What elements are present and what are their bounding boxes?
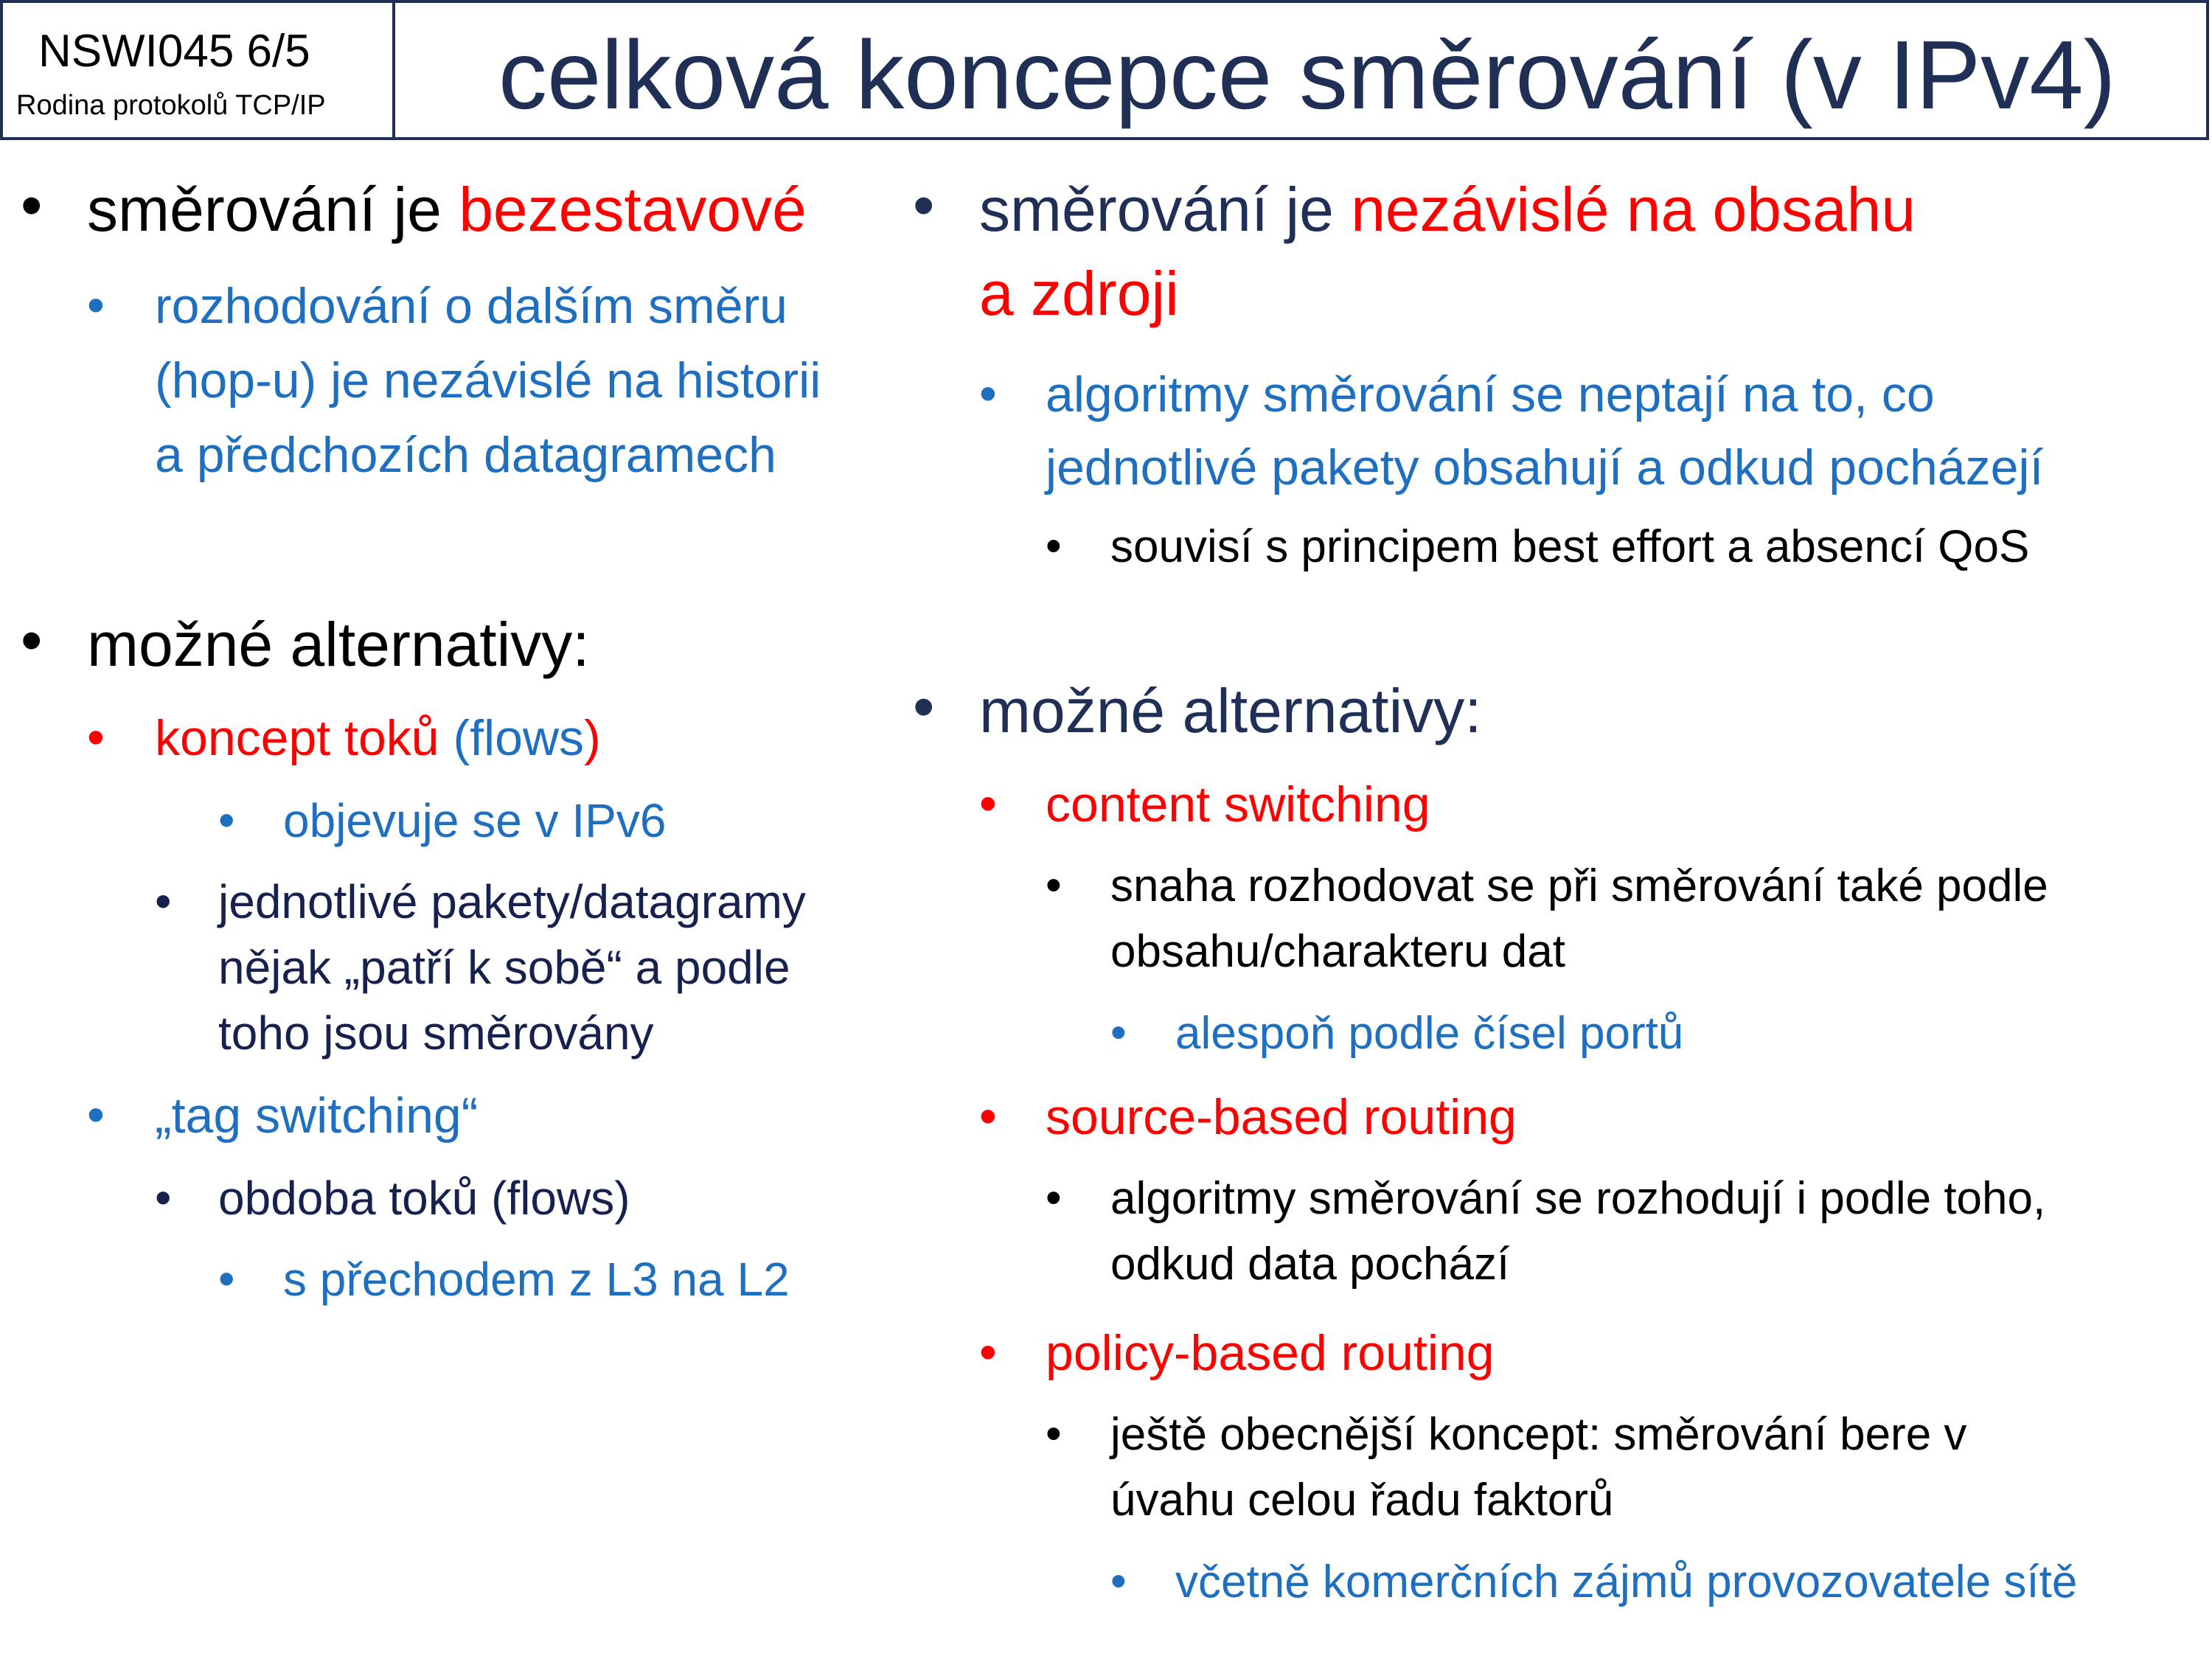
algorithms-line2: jednotlivé pakety obsahují a odkud pocházejí xyxy=(1046,439,2044,495)
bullet-dot: • xyxy=(913,170,935,240)
best-effort-note: souvisí s principem best effort a absencí QoS xyxy=(1110,521,2030,572)
bullet-dot: • xyxy=(979,366,997,422)
stateless-detail-line2: (hop-u) je nezávislé na historii xyxy=(155,352,821,408)
course-code: NSWI045 6/5 xyxy=(38,26,310,77)
text-segment: koncept toků xyxy=(155,710,453,766)
stateless-detail-line1: rozhodování o dalším směru xyxy=(155,278,787,334)
bullet-dot: • xyxy=(913,672,935,741)
tag-switching: „tag switching“ xyxy=(155,1088,479,1144)
pr-desc-line1: ještě obecnější koncept: směrování bere v xyxy=(1110,1409,1967,1460)
text-segment: (flows xyxy=(453,710,585,766)
bullet-dot: • xyxy=(979,776,997,832)
algorithms-line1: algoritmy směrování se neptají na to, co xyxy=(1046,366,1935,422)
content-switching: content switching xyxy=(1046,776,1430,832)
bullet-dot: • xyxy=(87,1087,105,1143)
packets-line2: nějak „patří k sobě“ a podle xyxy=(218,941,790,994)
left-alternatives-heading: možné alternativy: xyxy=(87,610,590,679)
cs-desc-line2: obsahu/charakteru dat xyxy=(1110,926,1565,977)
bullet-dot: • xyxy=(1046,860,1062,911)
stateless-detail-line3: a předchozích datagramech xyxy=(155,427,776,483)
highlight-independent-line2: a zdroji xyxy=(979,259,1179,328)
commercial-interests: včetně komerčních zájmů provozovatele sítě xyxy=(1175,1557,2078,1607)
course-subtitle: Rodina protokolů TCP/IP xyxy=(16,90,326,121)
left-bullet-stateless xyxy=(87,174,807,246)
bullet-dot: • xyxy=(1046,1172,1062,1223)
bullet-dot: • xyxy=(1110,1556,1127,1607)
ipv6-note: objevuje se v IPv6 xyxy=(283,794,667,847)
bullet-dot: • xyxy=(21,170,43,240)
text-segment: ) xyxy=(584,710,601,766)
slide-header xyxy=(0,0,2209,140)
flows-concept xyxy=(155,709,601,767)
bullet-dot: • xyxy=(155,1171,172,1224)
policy-based-routing: policy-based routing xyxy=(1046,1325,1495,1381)
text-segment: směrování je xyxy=(87,175,459,244)
bullet-dot: • xyxy=(87,709,105,765)
flows-analog: obdoba toků (flows) xyxy=(218,1172,630,1225)
sr-desc-line1: algoritmy směrování se rozhodují i podle toho, xyxy=(1110,1173,2046,1224)
course-id-box xyxy=(3,3,395,137)
bullet-dot: • xyxy=(87,277,105,333)
bullet-dot: • xyxy=(979,1324,997,1380)
bullet-dot: • xyxy=(218,793,235,846)
highlight-independent: nezávislé na obsahu xyxy=(1351,175,1916,244)
slide-title: celková koncepce směrování (v IPv4) xyxy=(498,21,2116,129)
right-alternatives-heading: možné alternativy: xyxy=(979,676,1482,745)
bullet-dot: • xyxy=(1046,521,1062,571)
bullet-dot: • xyxy=(155,874,172,928)
highlight-stateless: bezestavové xyxy=(459,175,807,244)
packets-line3: toho jsou směrovány xyxy=(218,1006,654,1060)
bullet-dot: • xyxy=(979,1088,997,1144)
packets-line1: jednotlivé pakety/datagramy xyxy=(218,875,806,928)
l3-l2-transition: s přechodem z L3 na L2 xyxy=(283,1253,790,1306)
bullet-dot: • xyxy=(1110,1007,1127,1058)
bullet-dot: • xyxy=(218,1252,235,1305)
ports-note: alespoň podle čísel portů xyxy=(1175,1008,1684,1059)
bullet-dot: • xyxy=(1046,1408,1062,1459)
pr-desc-line2: úvahu celou řadu faktorů xyxy=(1110,1475,1614,1526)
source-based-routing: source-based routing xyxy=(1046,1089,1517,1145)
cs-desc-line1: snaha rozhodovat se při směrování také podle xyxy=(1110,860,2048,911)
text-segment: směrování je xyxy=(979,175,1352,244)
sr-desc-line2: odkud data pochází xyxy=(1110,1239,1510,1290)
right-bullet-independent xyxy=(979,174,1916,246)
bullet-dot: • xyxy=(21,605,43,675)
